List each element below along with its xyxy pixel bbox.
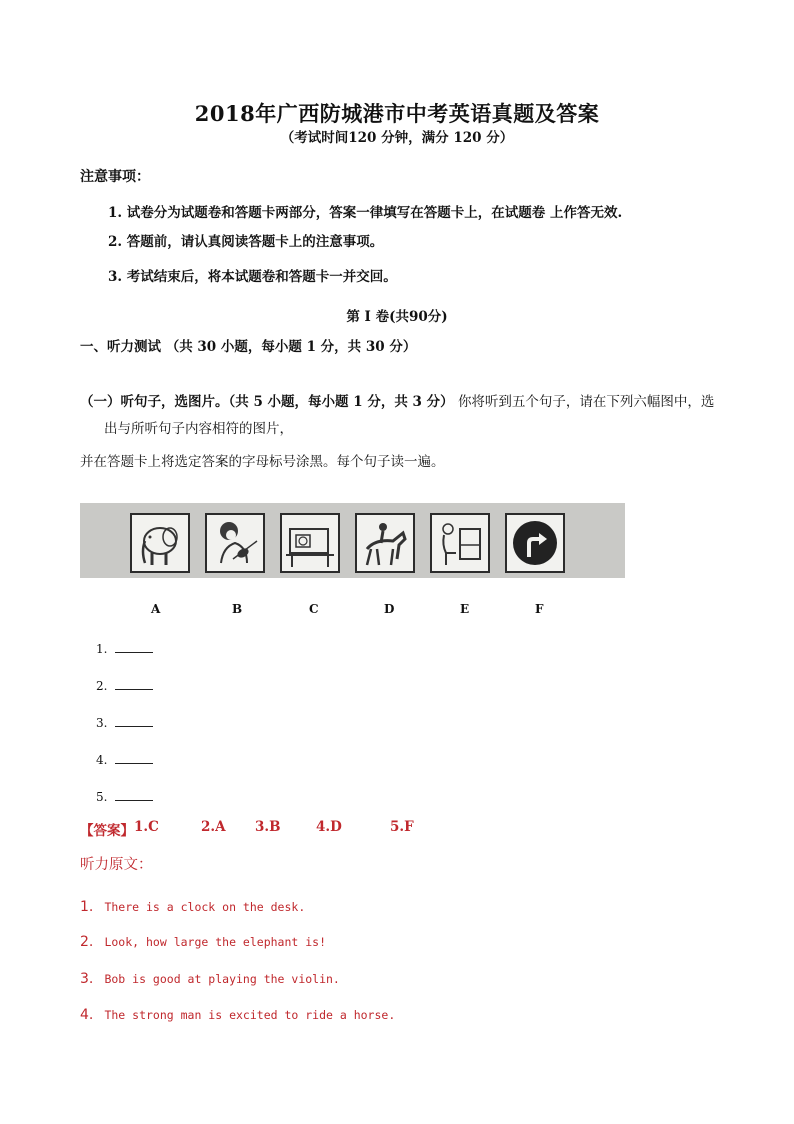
question-item (96, 714, 153, 730)
notice-heading: 注意事项： (80, 169, 150, 185)
answer-item: 3.B (255, 819, 281, 835)
turn-right-sign-icon (505, 513, 565, 573)
part-heading: （一）听句子，选图片。（共 5 小题，每小题 1 分，共 3 分） (80, 394, 454, 410)
elephant-icon (130, 513, 190, 573)
notice-item: 1. 试卷分为试题卷和答题卡两部分，答案一律填写在答题卡上，在试题卷 上作答无效. (108, 205, 623, 221)
question-number: 3. (96, 716, 108, 730)
answer-item: 1.C (134, 819, 159, 835)
notice-item: 2. 答题前，请认真阅读答题卡上的注意事项。 (108, 234, 384, 250)
picture-label: B (232, 602, 243, 616)
horse-rider-icon (355, 513, 415, 573)
answer-blank (115, 788, 153, 801)
answer-blank (115, 751, 153, 764)
transcript-text: Look, how large the elephant is! (104, 935, 327, 949)
piano-player-icon (430, 513, 490, 573)
transcript-line (80, 968, 340, 987)
answer-item: 2.A (201, 819, 226, 835)
part-instruction: 你将听到五个句子，请在下列六幅图中，选 (457, 394, 715, 410)
picture-label: C (309, 602, 319, 616)
notice-item: 3. 考试结束后，将本试题卷和答题卡一并交回。 (108, 269, 397, 285)
transcript-text: The strong man is excited to ride a horse. (104, 1008, 396, 1022)
transcript-line (80, 1004, 395, 1023)
picture-label: E (460, 602, 470, 616)
picture-label: A (151, 602, 161, 616)
transcript-text: Bob is good at playing the violin. (104, 972, 340, 986)
answer-item: 5.F (390, 819, 414, 835)
part-heading-line (80, 390, 714, 410)
section-heading: 一、听力测试 （共 30 小题，每小题 1 分，共 30 分） (80, 339, 417, 355)
violin-player-icon (205, 513, 265, 573)
question-item (96, 640, 153, 656)
answer-label: 【答案】 (80, 823, 134, 839)
answer-blank (115, 640, 153, 653)
transcript-line (80, 896, 305, 915)
transcript-line (80, 931, 326, 950)
answer-item: 4.D (316, 819, 342, 835)
transcript-text: There is a clock on the desk. (104, 900, 306, 914)
transcript-heading: 听力原文： (80, 857, 153, 873)
transcript-number: 3. (80, 971, 94, 987)
transcript-number: 2. (80, 934, 94, 950)
question-item (96, 788, 153, 804)
part-instruction: 并在答题卡上将选定答案的字母标号涂黑。每个句子读一遍。 (80, 454, 445, 470)
picture-label: F (535, 602, 544, 616)
picture-label: D (384, 602, 395, 616)
desk-clock-icon (280, 513, 340, 573)
page-title: 2018年广西防城港市中考英语真题及答案 (194, 101, 600, 126)
transcript-number: 4. (80, 1007, 94, 1023)
answer-blank (115, 714, 153, 727)
question-number: 2. (96, 679, 108, 693)
page-subtitle: （考试时间120 分钟，满分 120 分） (280, 130, 514, 146)
question-item (96, 751, 153, 767)
volume-label: 第 I 卷(共90分) (346, 309, 448, 325)
question-item (96, 677, 153, 693)
part-instruction: 出与所听句子内容相符的图片， (104, 421, 293, 437)
question-number: 5. (96, 790, 108, 804)
question-number: 4. (96, 753, 108, 767)
question-number: 1. (96, 642, 108, 656)
transcript-number: 1. (80, 899, 94, 915)
answer-blank (115, 677, 153, 690)
picture-strip (80, 503, 625, 578)
